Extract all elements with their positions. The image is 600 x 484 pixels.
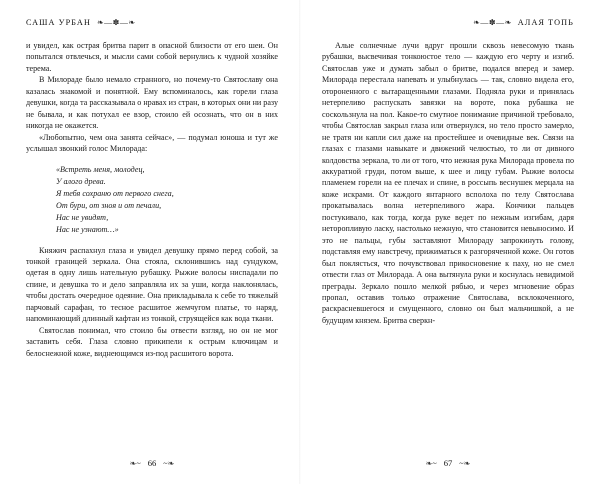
right-running-head	[322, 14, 574, 30]
page-number: 67	[443, 458, 453, 468]
left-running-head	[26, 14, 278, 30]
folio-ornament-right-icon: ~❧	[163, 458, 175, 468]
right-page-body	[322, 40, 574, 446]
left-running-head-text: САША УРБАН	[26, 17, 91, 27]
verse-line: Я тебя сохраню от первого снега,	[56, 188, 174, 198]
verse-line: Нас не увидят,	[56, 212, 109, 222]
paragraph: Алые солнечные лучи вдруг прошли сквозь невесомую ткань рубашки, высвечивая тонкоюстое тело — каждую его черту и изгиб. Святослав уже и думать забыл о бритве, подался вперед и замер. Милорада перестала напевать и улыбнулась — так, словно видела его, отороненного с вытаращенными глазами. Подняла руки и принялась нетерпеливо распускать завязки на вороте, пока рубашка не соскользнула на пол. Какое-то смутное понимание причиной требовало, чтобы Святослав закрыл глаза или отвернулся, но тело просто замерло, не тратя ни капли сил даже на простейшее и очевидные век. Связи на глазах с глазами навыкате и движений челюстью, то ли от дивного колдовства зеркала, то ли от того, что нежная рука Милорада провела по аккуратной груди, потом выше, к шее и лицу губам. Рыжие волосы пламенем горели на ее плечах и спине, в россыпь веснушек мерцала на коже искрами. От каждого янтарного всполоха по телу Святослава прокатывалась волна нетерпеливого жара. Кончики пальцев постукивало, как тогда, когда руке ведет по нежным изгибам, даря неторопливую ласку, настолько нежную, что становится невыносимо. И это не пальцы, губы заставляют Милораду запрокинуть голову, подставляя ему навстречу, прижиматься к разгоряченной коже. Он готов был поклясться, что почувствовал прикосновение к паху, но не смел отвести глаз от Милорада. А она вытянула руки и коснулась невидимой преграды. Зеркало пошло мелкой рябью, и через мгновение образ пропал, оставив только отражение Святослава, всклокоченного, раскрасневшегося и смущенного, словно он был мальчишкой, а не будущим князем. Бритва сверкн-	[322, 41, 574, 325]
page-number: 66	[147, 458, 157, 468]
verse-block	[26, 164, 278, 236]
ornament-icon: ❧—✽—❧	[96, 17, 136, 27]
verse-line: От бури, от зноя и от печали,	[56, 200, 162, 210]
folio-ornament-left-icon: ❧~	[129, 458, 141, 468]
paragraph: В Милораде было немало странного, но почему-то Святославу она казалась знакомой и понятной. Ему вспоминалось, как горели глаза девушки, когда та рассказывала о нравах из стран, в которых они ни разу не бывала, и как потухал ее взор, стоило ей осознать, что он в них никогда не окажется.	[26, 75, 278, 131]
verse-line: «Встреть меня, молодец,	[56, 164, 145, 174]
paragraph: «Любопытно, чем она занята сейчас», — подумал юноша и тут же услышал звонкий голос Милорада:	[26, 132, 278, 154]
left-page-body	[26, 40, 278, 446]
right-running-head-text: АЛАЯ ТОПЬ	[517, 17, 574, 27]
paragraph: Княжич распахнул глаза и увидел девушку прямо перед собой, за тонкой границей зеркала. Она стояла, склонившись над сундуком, одетая в одну лишь нательную рубашку. Рыжие волосы ниспадали по спине, и девушка то и дело заправляла их за уши, когда наклонялась, чтобы достать очередное одеяние. Она прикладывала к себе то тяжелый парчовый сарафан, то тесное расшитое жемчугом платье, то наряд, напоминающий длинный кафтан из тонкой, струящейся как вода ткани.	[26, 245, 278, 324]
verse-line: Нас не узнают…»	[56, 224, 119, 234]
paragraph: и увидел, как острая бритва парит в опасной близости от его шеи. Он попытался отвлечься, и мысли сами собой вернулись к чудной хозяйке терема.	[26, 41, 278, 73]
folio-ornament-left-icon: ❧~	[425, 458, 437, 468]
right-page	[300, 0, 600, 484]
paragraph: Святослав понимал, что стоило бы отвести взгляд, но он не мог заставить себя. Глаза словно прикипели к острым ключицам и белоснежной коже, виднеющимся из-под расшитого ворота.	[26, 325, 278, 358]
verse-line: У алого древа.	[56, 176, 106, 186]
folio-ornament-right-icon: ~❧	[459, 458, 471, 468]
ornament-icon: ❧—✽—❧	[473, 17, 512, 27]
right-page-folio	[322, 452, 574, 474]
left-page-folio	[26, 452, 278, 474]
